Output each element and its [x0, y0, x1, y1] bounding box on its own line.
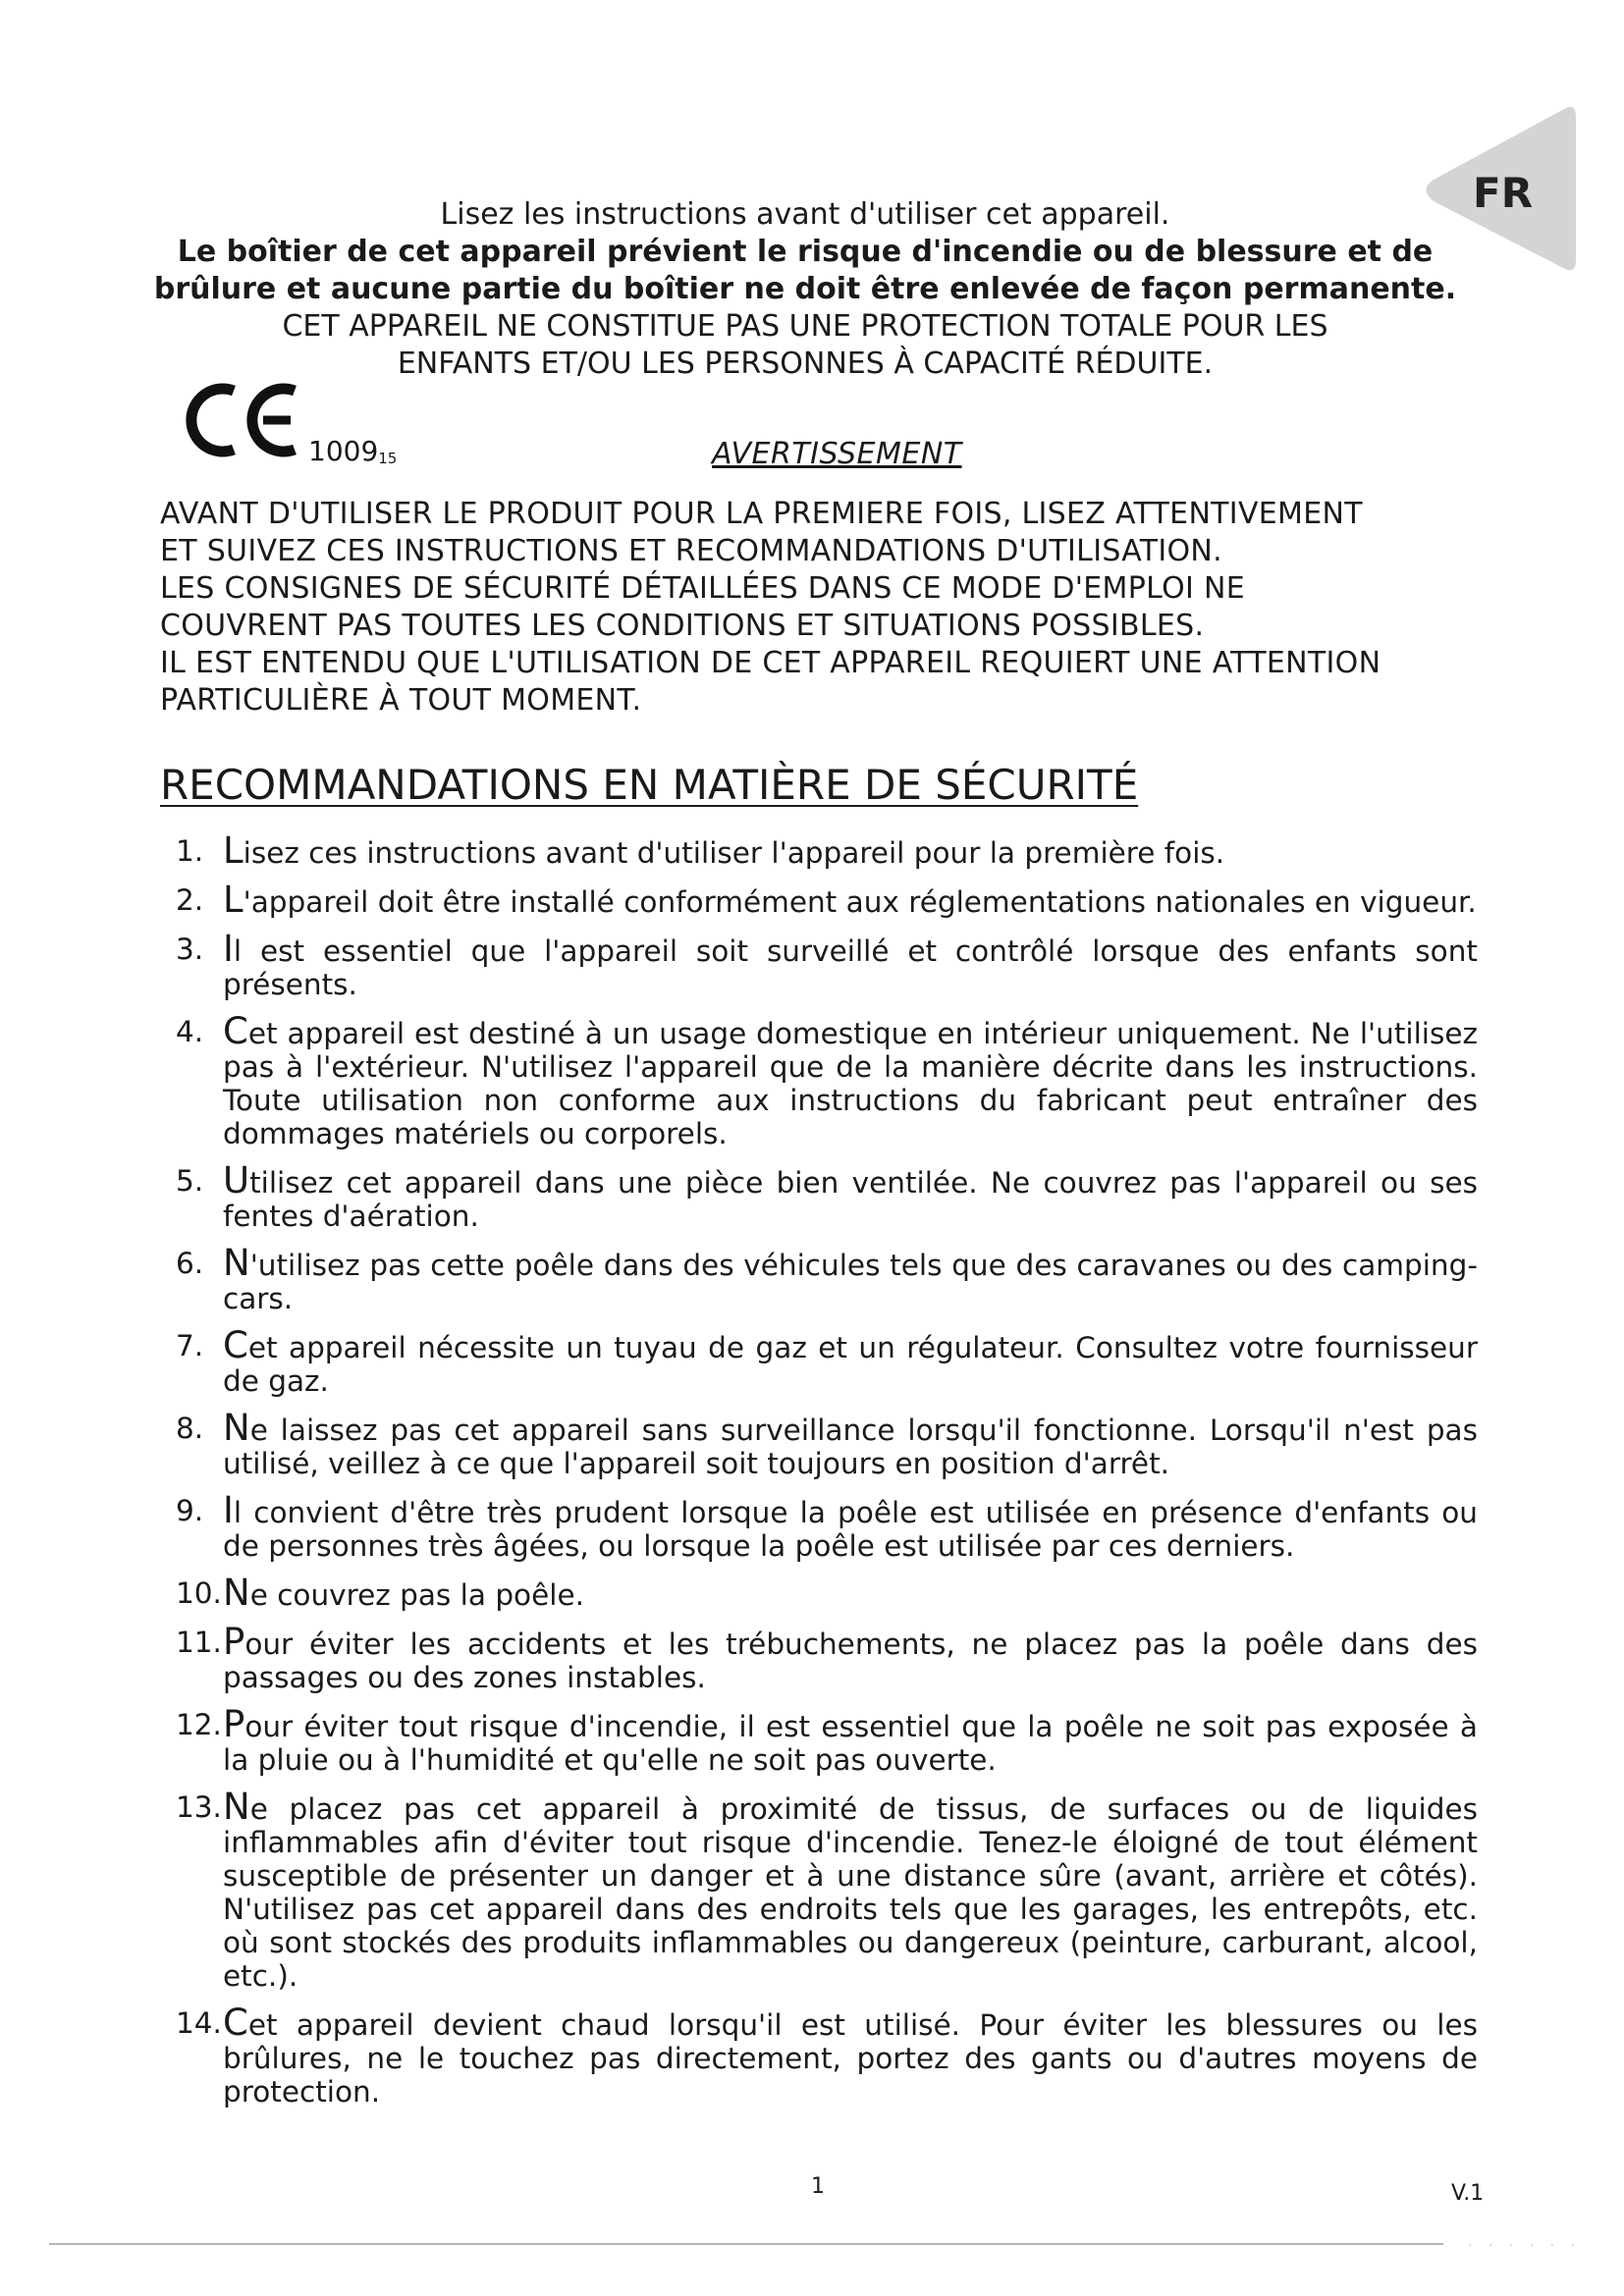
item-number: 11. [176, 1626, 222, 1659]
ce-mark-logo [185, 381, 302, 459]
item-initial: P [223, 1621, 245, 1663]
item-initial: L [223, 879, 244, 921]
item-number: 14. [176, 2006, 222, 2040]
item-number: 4. [176, 1015, 204, 1048]
list-item [172, 928, 1478, 1001]
item-initial: C [223, 2002, 248, 2044]
header-bold-line-1: Le boîtier de cet appareil prévient le risque d'incendie ou de blessure et de [177, 235, 1434, 269]
warning-body [160, 496, 1495, 720]
header-caps-line-2: ENFANTS ET/OU LES PERSONNES À CAPACITÉ RÉDUITE. [397, 347, 1214, 381]
header-notice [147, 196, 1463, 383]
list-item [172, 1010, 1478, 1150]
warning-line: IL EST ENTENDU QUE L'UTILISATION DE CET APPAREIL REQUIERT UNE ATTENTION [160, 646, 1381, 680]
item-text: 'appareil doit être installé conformément aux réglementations nationales en vigueur. [243, 885, 1477, 919]
recommendations-list [172, 829, 1478, 2122]
item-initial: N [223, 1407, 250, 1449]
item-initial: L [223, 829, 244, 872]
item-number: 3. [176, 933, 204, 966]
item-initial: P [223, 1703, 245, 1745]
list-item [172, 1572, 1478, 1614]
item-number: 9. [176, 1494, 204, 1527]
list-item [172, 1242, 1478, 1315]
list-item [172, 879, 1478, 921]
item-initial: C [223, 1010, 248, 1052]
item-text: l convient d'être très prudent lorsque la poêle est utilisée en présence d'enfants ou de personnes très âgées, ou lorsque la poêle est utilisée par ces derniers. [223, 1496, 1478, 1563]
item-number: 8. [176, 1412, 204, 1445]
footer-divider [49, 2243, 1443, 2245]
language-label: FR [1473, 169, 1534, 217]
item-number: 13. [176, 1790, 222, 1824]
warning-line: COUVRENT PAS TOUTES LES CONDITIONS ET SITUATIONS POSSIBLES. [160, 609, 1205, 643]
item-text: e laissez pas cet appareil sans surveillance lorsqu'il fonctionne. Lorsqu'il n'est pas utilisé, veillez à ce que l'appareil soit toujours en position d'arrêt. [223, 1414, 1478, 1480]
item-text: e placez pas cet appareil à proximité de tissus, de surfaces ou de liquides inflammables afin d'éviter tout risque d'incendie. Tenez-le éloigné de tout élément susceptible de présenter un danger et à une distance sûre (avant, arrière et côtés). N'utilisez pas cet appareil dans des endroits tels que les garages, les entrepôts, etc. où sont stockés des produits inflammables ou dangereux (peinture, carburant, alcool, etc.). [223, 1792, 1478, 1993]
warning-line: LES CONSIGNES DE SÉCURITÉ DÉTAILLÉES DANS CE MODE D'EMPLOI NE [160, 571, 1245, 606]
item-initial: C [223, 1324, 248, 1366]
certification-code-sub: 15 [378, 450, 398, 467]
list-item [172, 1621, 1478, 1694]
version-label: V.1 [1451, 2181, 1485, 2206]
list-item [172, 829, 1478, 872]
item-text: 'utilisez pas cette poêle dans des véhicules tels que des caravanes ou des camping-cars. [223, 1249, 1478, 1315]
item-number: 6. [176, 1247, 204, 1280]
section-title: RECOMMANDATIONS EN MATIÈRE DE SÉCURITÉ [160, 761, 1139, 809]
header-caps-line-1: CET APPAREIL NE CONSTITUE PAS UNE PROTECTION TOTALE POUR LES [282, 309, 1328, 344]
item-text: e couvrez pas la poêle. [249, 1578, 584, 1612]
item-text: et appareil devient chaud lorsqu'il est utilisé. Pour éviter les blessures ou les brûlures, ne le touchez pas directement, portez des gants ou d'autres moyens de protection. [223, 2008, 1478, 2109]
list-item [172, 1407, 1478, 1480]
item-number: 5. [176, 1164, 204, 1198]
certification-code-main: 1009 [308, 435, 379, 467]
warning-title: AVERTISSEMENT [712, 437, 962, 471]
item-text: our éviter tout risque d'incendie, il est essentiel que la poêle ne soit pas exposée à la pluie ou à l'humidité et qu'elle ne soit pas ouverte. [223, 1710, 1478, 1777]
list-item [172, 1324, 1478, 1398]
list-item [172, 1703, 1478, 1777]
item-text: tilisez cet appareil dans une pièce bien ventilée. Ne couvrez pas l'appareil ou ses fentes d'aération. [223, 1166, 1478, 1233]
item-number: 7. [176, 1329, 204, 1362]
item-text: our éviter les accidents et les trébuchements, ne placez pas la poêle dans des passages ou des zones instables. [223, 1628, 1478, 1694]
item-text: isez ces instructions avant d'utiliser l'appareil pour la première fois. [243, 836, 1225, 870]
list-item [172, 1159, 1478, 1233]
item-number: 1. [176, 834, 204, 868]
header-bold-line-2: brûlure et aucune partie du boîtier ne doit être enlevée de façon permanente. [153, 272, 1457, 306]
warning-line: AVANT D'UTILISER LE PRODUIT POUR LA PREMIERE FOIS, LISEZ ATTENTIVEMENT [160, 497, 1363, 531]
footer-decoration: · · · · · · [1468, 2238, 1581, 2254]
item-initial: U [223, 1159, 250, 1201]
page-number: 1 [811, 2174, 825, 2199]
item-text: et appareil nécessite un tuyau de gaz et un régulateur. Consultez votre fournisseur de gaz. [223, 1331, 1478, 1398]
item-text: l est essentiel que l'appareil soit surveillé et contrôlé lorsque des enfants sont présents. [223, 934, 1478, 1001]
item-initial: I [223, 928, 234, 970]
item-initial: I [223, 1489, 234, 1531]
header-intro: Lisez les instructions avant d'utiliser cet appareil. [440, 197, 1170, 232]
item-initial: N [223, 1242, 250, 1284]
item-text: et appareil est destiné à un usage domestique en intérieur uniquement. Ne l'utilisez pas à l'extérieur. N'utilisez l'appareil que de la manière décrite dans les instructions. Toute utilisation non conforme aux instructions du fabricant peut entraîner des dommages matériels ou corporels. [223, 1017, 1478, 1150]
list-item [172, 1786, 1478, 1993]
list-item [172, 2002, 1478, 2109]
item-number: 12. [176, 1708, 222, 1741]
certification-code [308, 435, 397, 467]
item-initial: N [223, 1786, 250, 1828]
item-initial: N [223, 1572, 250, 1614]
warning-line: ET SUIVEZ CES INSTRUCTIONS ET RECOMMANDATIONS D'UTILISATION. [160, 534, 1223, 568]
list-item [172, 1489, 1478, 1563]
warning-line: PARTICULIÈRE À TOUT MOMENT. [160, 683, 642, 718]
item-number: 2. [176, 883, 204, 917]
item-number: 10. [176, 1576, 222, 1610]
